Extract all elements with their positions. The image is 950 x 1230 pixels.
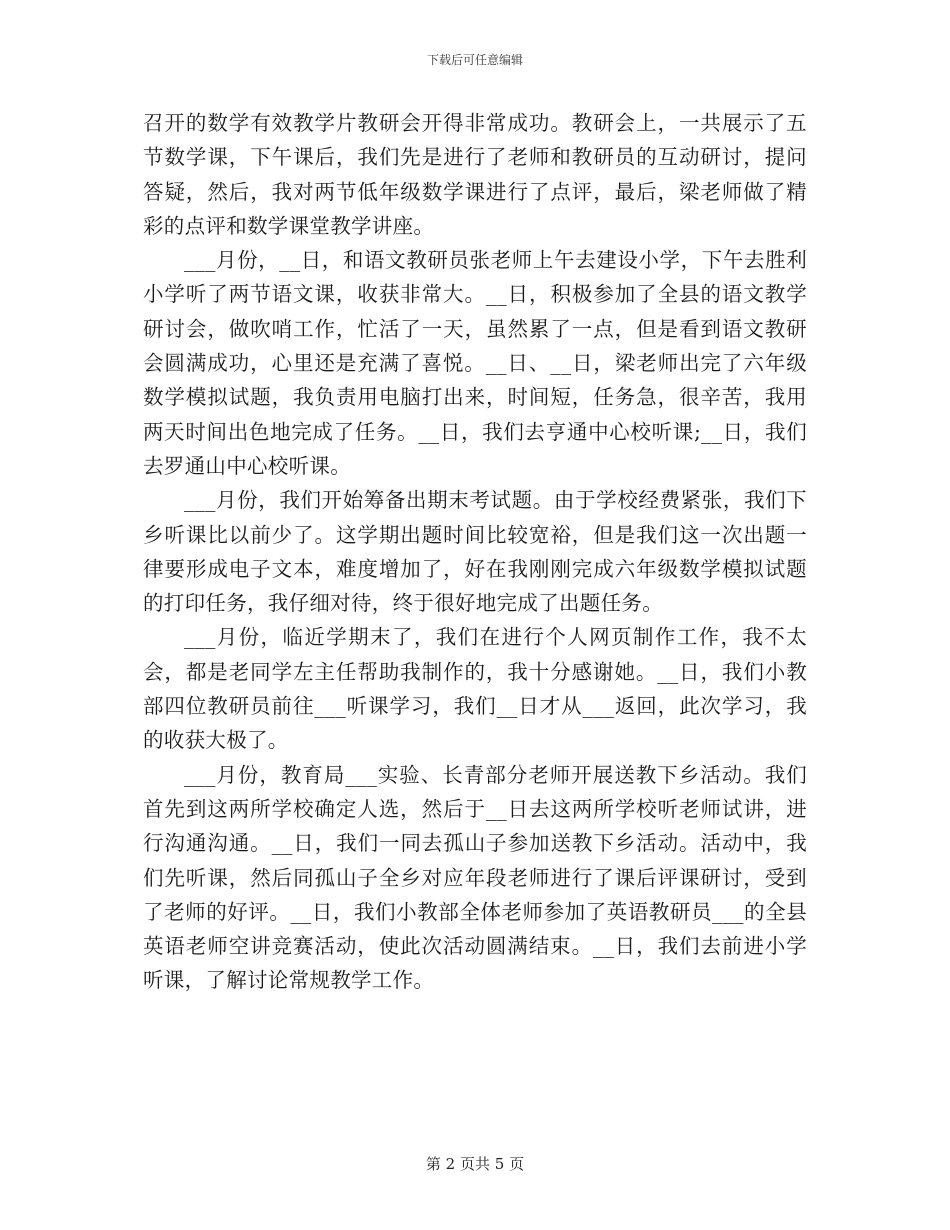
document-body — [143, 106, 807, 998]
page-number: 第 2 页共 5 页 — [425, 1155, 525, 1173]
paragraph-4: ___月份，临近学期末了，我们在进行个人网页制作工作，我不太会，都是老同学左主任帮助我制作的，我十分感谢她。__日，我们小教部四位教研员前往___听课学习，我们__日才从___返回，此次学习，我的收获大极了。 — [143, 625, 807, 753]
paragraph-5: ___月份，教育局___实验、长青部分老师开展送教下乡活动。我们首先到这两所学校确定人选，然后于__日去这两所学校听老师试讲，进行沟通沟通。__日，我们一同去孤山子参加送教下乡活动。活动中，我们先听课，然后同孤山子全乡对应年段老师进行了课后评课研讨，受到了老师的好评。__日，我们小教部全体老师参加了英语教研员___的全县英语老师空讲竞赛活动，使此次活动圆满结束。__日，我们去前进小学听课，了解讨论常规教学工作。 — [143, 762, 807, 993]
page-header: 下载后可任意编辑 — [426, 53, 523, 67]
paragraph-1: 召开的数学有效教学片教研会开得非常成功。教研会上，一共展示了五节数学课，下午课后，我们先是进行了老师和教研员的互动研讨，提问答疑，然后，我对两节低年级数学课进行了点评，最后，梁老师做了精彩的点评和数学课堂教学讲座。 — [143, 111, 807, 238]
paragraph-3: ___月份，我们开始筹备出期末考试题。由于学校经费紧张，我们下乡听课比以前少了。这学期出题时间比较宽裕，但是我们这一次出题一律要形成电子文本，难度增加了，好在我刚刚完成六年级数学模拟试题的打印任务，我仔细对待，终于很好地完成了出题任务。 — [143, 488, 807, 616]
paragraph-2: ___月份，__日，和语文教研员张老师上午去建设小学，下午去胜利小学听了两节语文课，收获非常大。__日，积极参加了全县的语文教学研讨会，做吹哨工作，忙活了一天，虽然累了一点，但是看到语文教研会圆满成功，心里还是充满了喜悦。__日、__日，梁老师出完了六年级数学模拟试题，我负责用电脑打出来，时间短，任务急，很辛苦，我用两天时间出色地完成了任务。__日，我们去亨通中心校听课;__日，我们去罗通山中心校听课。 — [143, 248, 807, 478]
